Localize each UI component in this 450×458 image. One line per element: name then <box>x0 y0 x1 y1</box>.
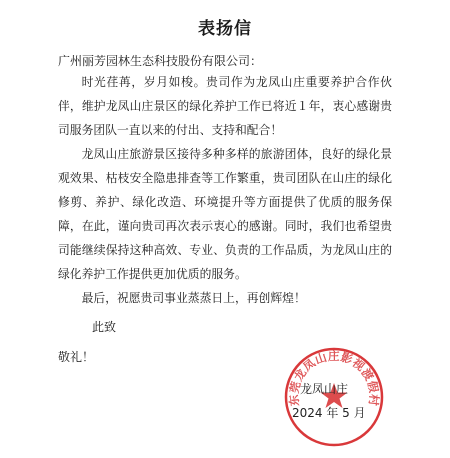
letter-closing: 最后，祝愿贵司事业蒸蒸日上，再创辉煌！ <box>81 291 306 305</box>
letter-title: 表扬信 <box>198 19 252 39</box>
company-seal-stamp <box>283 346 385 448</box>
signer-name: 龙凤山庄 <box>300 382 349 396</box>
letter-paragraph-1: 时光荏苒，岁月如梭。贵司作为龙凤山庄重要养护合作伙伴，维护龙凤山庄景区的绿化养护工作已将近１年，衷心感谢贵司服务团队一直以来的付出、支持和配合！ <box>58 75 392 137</box>
letter-paragraph-2: 龙凤山庄旅游景区接待多种多样的旅游团体，良好的绿化景观效果、枯枝安全隐患排查等工作繁重，贵司团队在山庄的绿化修剪、养护、绿化改造、环境提升等方面提供了优质的服务保障，在此，谨向贵司再次表示衷心的感谢。同时，我们也希望贵司能继续保持这种高效、专业、负责的工作品质，为龙凤山庄的绿化养护工作提供更加优质的服务。 <box>58 147 392 281</box>
regards-line-2: 敬礼！ <box>58 350 95 364</box>
regards-line-1: 此致 <box>92 320 117 334</box>
letter-date: 2024 年 5 月 <box>292 406 366 420</box>
letter-salutation: 广州丽芳园林生态科技股份有限公司： <box>58 54 263 68</box>
seal-arc-text: 东莞龙凤山庄影视渡假村 <box>286 349 382 407</box>
